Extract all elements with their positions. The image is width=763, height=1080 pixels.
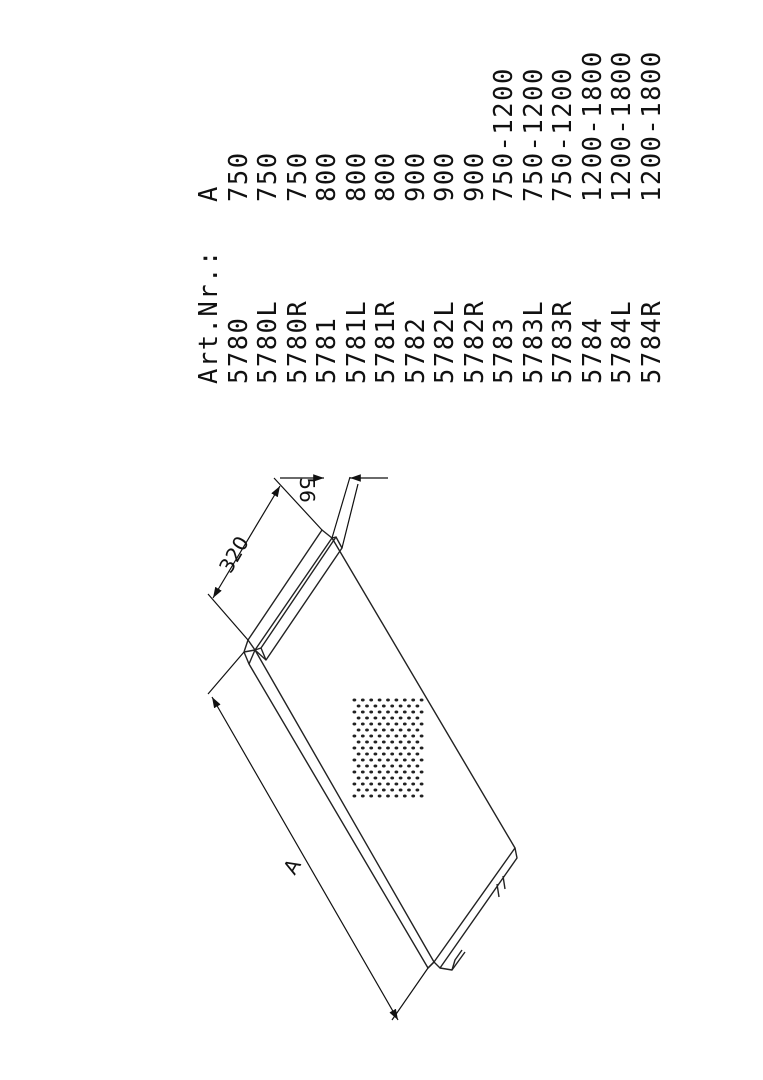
perforation-hole	[357, 789, 361, 792]
article-table	[195, 42, 667, 384]
perforation-hole	[399, 729, 403, 732]
perforation-hole	[361, 735, 365, 738]
table-row	[343, 42, 373, 384]
article-number: 5783R	[548, 299, 578, 384]
table-row	[254, 42, 284, 384]
shelf-body	[244, 530, 517, 970]
article-number: 5782L	[430, 299, 460, 384]
dimension-a-value: 750-1200	[489, 67, 519, 202]
dimension-a-value: 900	[430, 151, 460, 202]
perforation-pattern	[353, 699, 424, 798]
perforation-hole	[416, 741, 420, 744]
perforation-hole	[369, 735, 373, 738]
perforation-hole	[411, 795, 415, 798]
perforation-hole	[361, 711, 365, 714]
perforation-hole	[353, 699, 357, 702]
perforation-hole	[407, 705, 411, 708]
perforation-hole	[365, 777, 369, 780]
perforation-hole	[365, 705, 369, 708]
perforation-hole	[407, 753, 411, 756]
perforation-hole	[390, 741, 394, 744]
article-number: 5781L	[341, 299, 372, 384]
perforation-hole	[357, 705, 361, 708]
perforation-hole	[411, 747, 415, 750]
perforation-hole	[395, 723, 399, 726]
header-article: Art.Nr.:	[194, 249, 224, 384]
perforation-hole	[395, 759, 399, 762]
perforation-hole	[390, 753, 394, 756]
perforation-hole	[403, 783, 407, 786]
perforation-hole	[353, 735, 357, 738]
perforation-hole	[386, 795, 390, 798]
perforation-hole	[382, 729, 386, 732]
article-number: 5784L	[607, 299, 637, 384]
perforation-hole	[420, 759, 424, 762]
perforation-hole	[395, 699, 399, 702]
dimension-a-value: 750	[253, 151, 283, 202]
perforation-hole	[390, 729, 394, 732]
perforation-hole	[403, 759, 407, 762]
perforation-hole	[361, 795, 365, 798]
perforation-hole	[378, 795, 382, 798]
perforation-hole	[369, 759, 373, 762]
perforation-hole	[382, 789, 386, 792]
perforation-hole	[403, 795, 407, 798]
dimension-a-value: 800	[312, 151, 342, 202]
perforation-hole	[411, 723, 415, 726]
perforation-hole	[386, 783, 390, 786]
perforation-hole	[357, 753, 361, 756]
perforation-hole	[395, 795, 399, 798]
dimension-a-value: 800	[341, 151, 372, 202]
perforation-hole	[390, 789, 394, 792]
perforation-hole	[403, 747, 407, 750]
perforation-hole	[361, 699, 365, 702]
dimension-width-label: 320	[213, 531, 254, 578]
perforation-hole	[374, 705, 378, 708]
perforation-hole	[382, 765, 386, 768]
table-row	[461, 42, 491, 384]
perforation-hole	[411, 759, 415, 762]
perforation-hole	[395, 711, 399, 714]
perforation-hole	[369, 711, 373, 714]
perforation-hole	[357, 777, 361, 780]
perforation-hole	[361, 759, 365, 762]
perforation-hole	[369, 747, 373, 750]
perforation-hole	[378, 771, 382, 774]
perforation-hole	[403, 723, 407, 726]
perforation-hole	[399, 705, 403, 708]
perforation-hole	[399, 717, 403, 720]
perforation-hole	[420, 747, 424, 750]
perforation-hole	[386, 699, 390, 702]
perforation-hole	[369, 723, 373, 726]
perforation-hole	[420, 699, 424, 702]
perforation-hole	[378, 711, 382, 714]
perforation-hole	[374, 741, 378, 744]
perforation-hole	[390, 705, 394, 708]
dimension-length-label: A	[278, 854, 306, 879]
perforation-hole	[420, 783, 424, 786]
article-number: 5783L	[518, 299, 549, 384]
perforation-hole	[386, 771, 390, 774]
perforation-hole	[369, 699, 373, 702]
perforation-hole	[386, 735, 390, 738]
perforation-hole	[403, 735, 407, 738]
perforation-hole	[411, 735, 415, 738]
perforation-hole	[416, 717, 420, 720]
perforation-hole	[353, 795, 357, 798]
perforation-hole	[365, 789, 369, 792]
dimension-a-value: 1200-1800	[577, 50, 608, 202]
perforation-hole	[416, 729, 420, 732]
perforation-hole	[365, 729, 369, 732]
perforation-hole	[374, 765, 378, 768]
article-number: 5780L	[253, 299, 283, 384]
perforation-hole	[374, 729, 378, 732]
perforation-hole	[361, 723, 365, 726]
perforation-hole	[407, 789, 411, 792]
perforation-hole	[403, 771, 407, 774]
perforation-hole	[353, 711, 357, 714]
perforation-hole	[374, 777, 378, 780]
perforation-hole	[403, 711, 407, 714]
perforation-hole	[378, 759, 382, 762]
table-row	[608, 42, 638, 384]
article-number: 5782R	[459, 299, 490, 384]
perforation-hole	[386, 711, 390, 714]
perforation-hole	[411, 771, 415, 774]
perforation-hole	[411, 783, 415, 786]
perforation-hole	[386, 747, 390, 750]
perforation-hole	[395, 735, 399, 738]
perforation-hole	[369, 795, 373, 798]
perforation-hole	[382, 717, 386, 720]
article-number: 5782	[400, 316, 431, 384]
perforation-hole	[382, 741, 386, 744]
perforation-hole	[369, 783, 373, 786]
perforation-hole	[378, 735, 382, 738]
table-row	[638, 42, 668, 384]
perforation-hole	[361, 783, 365, 786]
perforation-hole	[411, 699, 415, 702]
perforation-hole	[411, 711, 415, 714]
perforation-hole	[416, 753, 420, 756]
perforation-hole	[390, 777, 394, 780]
perforation-hole	[399, 753, 403, 756]
perforation-hole	[378, 723, 382, 726]
perforation-hole	[353, 771, 357, 774]
perforation-hole	[399, 777, 403, 780]
table-row	[402, 42, 432, 384]
perforation-hole	[353, 747, 357, 750]
perforation-hole	[386, 759, 390, 762]
table-row	[284, 42, 314, 384]
dimension-a-value: 750-1200	[518, 67, 549, 202]
article-number: 5784	[577, 316, 608, 384]
perforation-hole	[399, 741, 403, 744]
header-a: A	[194, 185, 224, 202]
table-row	[579, 42, 609, 384]
article-number: 5780R	[282, 299, 313, 384]
perforation-hole	[407, 765, 411, 768]
perforation-hole	[378, 783, 382, 786]
perforation-hole	[390, 765, 394, 768]
table-header	[195, 42, 225, 384]
perforation-hole	[416, 777, 420, 780]
perforation-hole	[420, 735, 424, 738]
dimension-height-label: 56	[295, 477, 319, 503]
perforation-hole	[353, 723, 357, 726]
perforation-hole	[382, 777, 386, 780]
perforation-hole	[416, 765, 420, 768]
dimension-a-value: 900	[400, 151, 431, 202]
perforation-hole	[365, 717, 369, 720]
perforation-hole	[378, 747, 382, 750]
perforation-hole	[361, 771, 365, 774]
perforation-hole	[395, 783, 399, 786]
perforation-hole	[369, 771, 373, 774]
perforation-hole	[365, 753, 369, 756]
perforation-hole	[378, 699, 382, 702]
perforation-hole	[357, 765, 361, 768]
dimension-a-value: 750	[223, 151, 254, 202]
table-row	[520, 42, 550, 384]
perforation-hole	[357, 717, 361, 720]
dimension-a-value: 1200-1800	[607, 50, 637, 202]
perforation-hole	[374, 753, 378, 756]
table-row	[372, 42, 402, 384]
perforation-hole	[374, 717, 378, 720]
article-number: 5783	[489, 316, 519, 384]
dimension-a-value: 750-1200	[548, 67, 578, 202]
perforation-hole	[365, 741, 369, 744]
perforation-hole	[416, 705, 420, 708]
article-number: 5781	[312, 316, 342, 384]
perforation-hole	[382, 753, 386, 756]
dimension-a-value: 1200-1800	[636, 50, 667, 202]
article-number: 5784R	[636, 299, 667, 384]
perforation-hole	[365, 765, 369, 768]
table-row	[431, 42, 461, 384]
perforation-hole	[407, 741, 411, 744]
table-row	[313, 42, 343, 384]
dimension-a-value: 800	[371, 151, 401, 202]
perforation-hole	[395, 771, 399, 774]
perforation-hole	[403, 699, 407, 702]
perforation-hole	[420, 723, 424, 726]
perforation-hole	[374, 789, 378, 792]
article-number: 5780	[223, 316, 254, 384]
perforation-hole	[420, 711, 424, 714]
perforation-hole	[399, 765, 403, 768]
perforation-hole	[399, 789, 403, 792]
perforation-hole	[407, 729, 411, 732]
perforation-hole	[353, 759, 357, 762]
perforation-hole	[395, 747, 399, 750]
perforation-hole	[420, 795, 424, 798]
perforation-hole	[386, 723, 390, 726]
perforation-hole	[357, 729, 361, 732]
perforation-hole	[353, 783, 357, 786]
table-row	[490, 42, 520, 384]
dimension-a-value: 750	[282, 151, 313, 202]
perforation-hole	[357, 741, 361, 744]
article-number: 5781R	[371, 299, 401, 384]
perforation-hole	[420, 771, 424, 774]
table-row	[225, 42, 255, 384]
perforation-hole	[361, 747, 365, 750]
dimension-a-value: 900	[459, 151, 490, 202]
perforation-hole	[407, 777, 411, 780]
perforation-hole	[416, 789, 420, 792]
perforation-hole	[390, 717, 394, 720]
table-row	[549, 42, 579, 384]
perforation-hole	[407, 717, 411, 720]
perforation-hole	[382, 705, 386, 708]
